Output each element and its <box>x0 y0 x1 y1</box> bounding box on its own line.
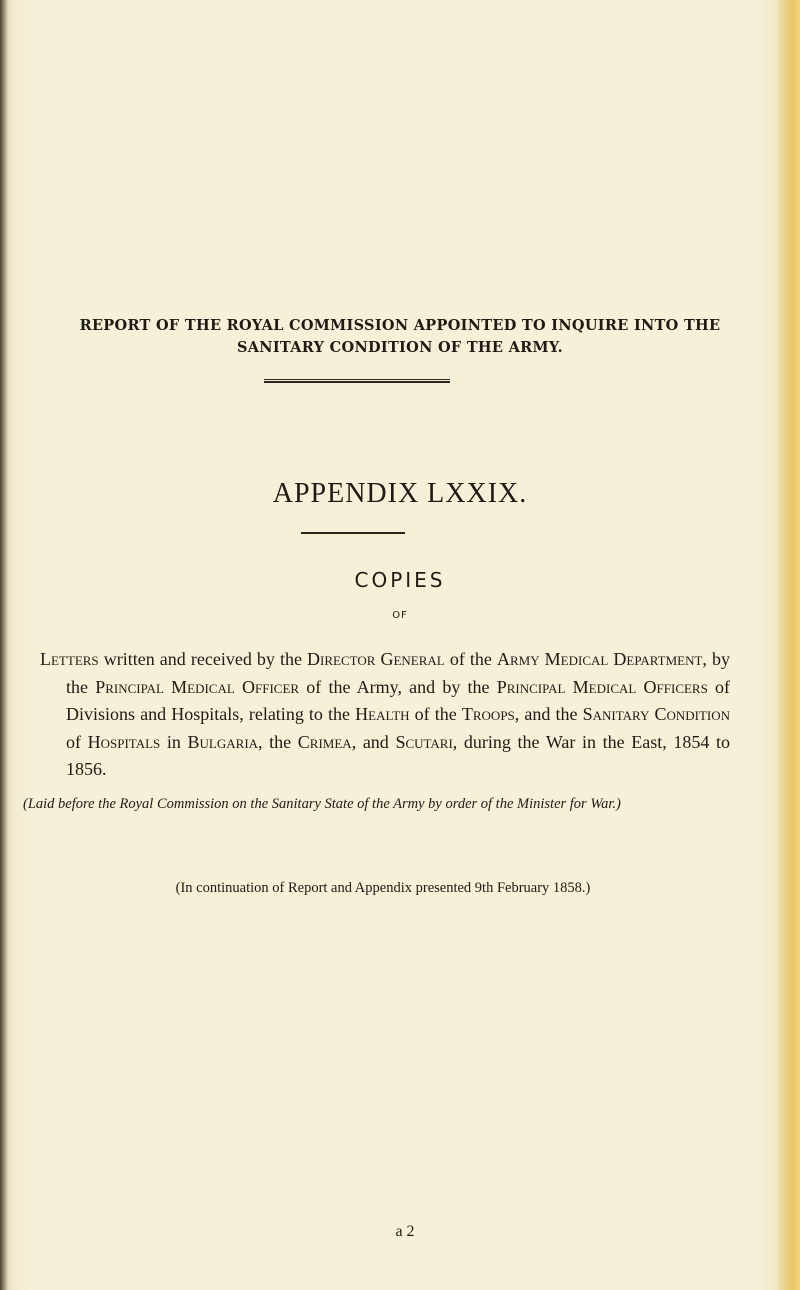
of-label: OF <box>392 610 408 621</box>
text-run: , the <box>258 731 298 752</box>
text-run: of Divisions and Hospitals, relating to the <box>66 676 731 724</box>
text-run: of the Army, and by the <box>299 676 497 697</box>
text-run: Hospitals <box>87 731 161 752</box>
rule-divider <box>301 532 405 534</box>
text-run: of the <box>409 704 462 724</box>
text-run: Principal Medical Officers <box>496 676 708 697</box>
laid-before-note: (Laid before the Royal Commission on the Sanitary State of the Army by order of the Minister for War.) <box>23 796 621 812</box>
text-run: written and received by the <box>98 649 308 669</box>
text-run: Director General <box>307 649 445 669</box>
text-run: , and the <box>514 704 583 724</box>
double-rule-divider <box>264 379 450 383</box>
appendix-title: APPENDIX LXXIX. <box>272 478 528 509</box>
text-run: Crimea <box>297 731 352 752</box>
description-paragraph <box>40 646 730 784</box>
text-run: Health <box>355 704 410 724</box>
page-edge <box>778 0 800 1290</box>
text-run: Sanitary Condition <box>582 704 731 724</box>
text-run: of <box>66 731 88 752</box>
text-run: , by the <box>66 649 730 697</box>
copies-heading: COPIES <box>354 568 446 592</box>
continuation-note: (In continuation of Report and Appendix presented 9th February 1858.) <box>175 880 591 896</box>
report-heading-line1: REPORT OF THE ROYAL COMMISSION APPOINTED TO INQUIRE INTO THE <box>79 317 721 334</box>
text-run: , during the War in the East, 1854 to 1856. <box>66 731 730 779</box>
text-run: , and <box>351 731 396 752</box>
text-run: Army Medical Department <box>496 649 703 669</box>
text-run: in <box>160 731 188 752</box>
letters-word: Letters <box>40 649 99 669</box>
report-heading-line2: SANITARY CONDITION OF THE ARMY. <box>236 339 564 356</box>
binding-shadow <box>0 0 8 1290</box>
signature-mark: a 2 <box>395 1223 415 1240</box>
text-run: Scutari <box>395 731 453 752</box>
text-run: Bulgaria <box>187 731 259 752</box>
text-run: Principal Medical Officer <box>95 676 300 697</box>
text-run: of the <box>444 649 497 669</box>
text-run: Troops <box>461 704 515 724</box>
